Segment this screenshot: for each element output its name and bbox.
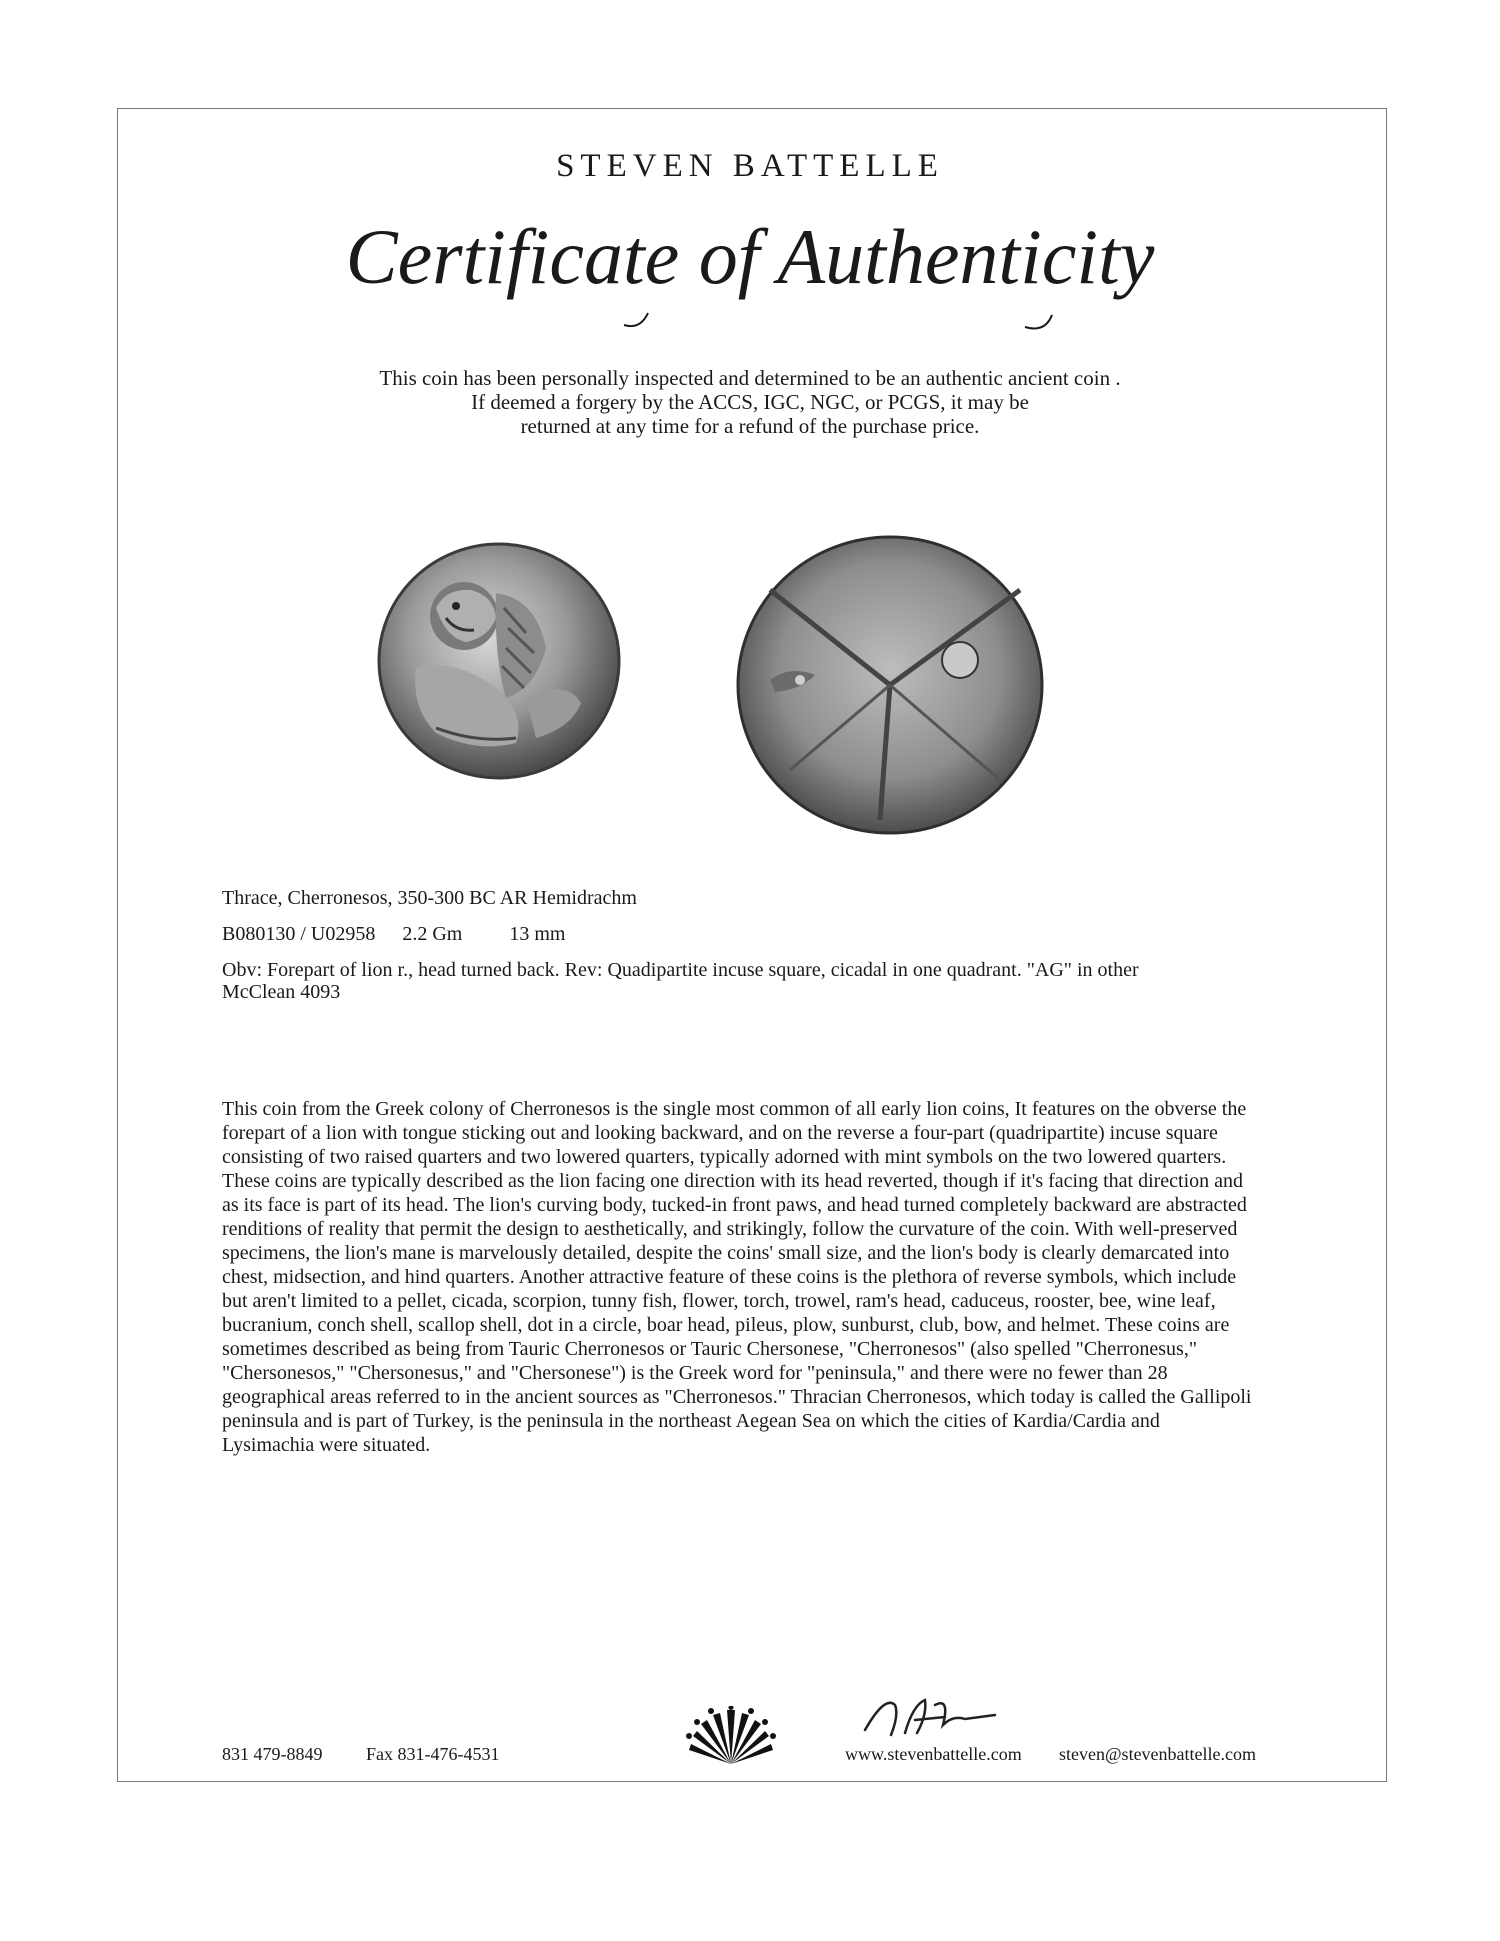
description-text: Obv: Forepart of lion r., head turned back. Rev: Quadipartite incuse square, cicadal in one quadrant. "AG" in other bbox=[222, 959, 1139, 981]
coin-weight: 2.2 Gm bbox=[402, 923, 463, 945]
signature-icon bbox=[855, 1685, 1015, 1745]
statement-line: If deemed a forgery by the ACCS, IGC, NGC, or PCGS, it may be bbox=[471, 390, 1029, 414]
coin-history-paragraph: This coin from the Greek colony of Cherronesos is the single most common of all early lion coins, It features on the obverse the forepart of a lion with tongue sticking out and looking backward, and on the reverse a four-part (quadripartite) incuse square consisting of two raised quarters and two lowered quarters, typically adorned with mint symbols on the two lowered quarters. These coins are typically described as the lion facing one direction with its head reverted, though if it's facing that direction and as its face is part of its head. The lion's curving body, tucked-in front paws, and head turned completely backward are abstracted renditions of reality that permit the design to aesthetically, and strikingly, follow the curvature of the coin. With well-preserved specimens, the lion's mane is marvelously detailed, despite the coins' small size, and the lion's body is clearly demarcated into chest, midsection, and hind quarters. Another attractive feature of these coins is the plethora of reverse symbols, which include but aren't limited to a pellet, cicada, scorpion, tunny fish, flower, torch, trowel, ram's head, caduceus, rooster, bee, wine leaf, bucranium, conch shell, scallop shell, dot in a circle, boar head, pileus, plow, sunburst, club, bow, and helmet. These coins are sometimes described as being from Tauric Cherronesos or Tauric Chersonese, "Cherronesos" (also spelled "Cherronesus," "Chersonesos," "Chersonesus," and "Chersonese") is the Greek word for "peninsula," and there were no fewer than 28 geographical areas referred to in the ancient sources as "Cherronesos." Thracian Cherronesos, which today is called the Gallipoli peninsula and is part of Turkey, is the peninsula in the northeast Aegean Sea on which the cities of Kardia/Cardia and Lysimachia were situated. bbox=[222, 1098, 1252, 1456]
certificate-title-text: Certificate of Authenticity bbox=[345, 213, 1155, 300]
lion-obverse-coin-photo bbox=[376, 538, 622, 784]
authenticity-statement bbox=[0, 366, 1500, 438]
quadripartite-reverse-coin-photo bbox=[730, 530, 1050, 840]
inventory-number: B080130 / U02958 bbox=[222, 923, 376, 945]
coin-description bbox=[222, 959, 1252, 1003]
coin-specs bbox=[222, 923, 587, 946]
statement-line: This coin has been personally inspected and determined to be an authentic ancient coin . bbox=[379, 366, 1121, 390]
email-link[interactable]: steven@stevenbattelle.com bbox=[1059, 1744, 1257, 1764]
statement-line: returned at any time for a refund of the purchase price. bbox=[520, 414, 980, 438]
fax-number: Fax 831-476-4531 bbox=[366, 1744, 500, 1764]
phone-number: 831 479-8849 bbox=[222, 1744, 323, 1764]
coin-name: Thrace, Cherronesos, 350-300 BC AR Hemidrachm bbox=[222, 887, 637, 909]
coin-diameter: 13 mm bbox=[509, 923, 566, 945]
flourish bbox=[624, 313, 648, 326]
website-link[interactable]: www.stevenbattelle.com bbox=[845, 1744, 1022, 1764]
certificate-title bbox=[0, 205, 1500, 335]
flourish bbox=[1025, 315, 1052, 329]
brand-name: STEVEN BATTELLE bbox=[556, 148, 944, 184]
reference-text: McClean 4093 bbox=[222, 981, 341, 1003]
sunburst-logo-icon bbox=[683, 1706, 779, 1766]
